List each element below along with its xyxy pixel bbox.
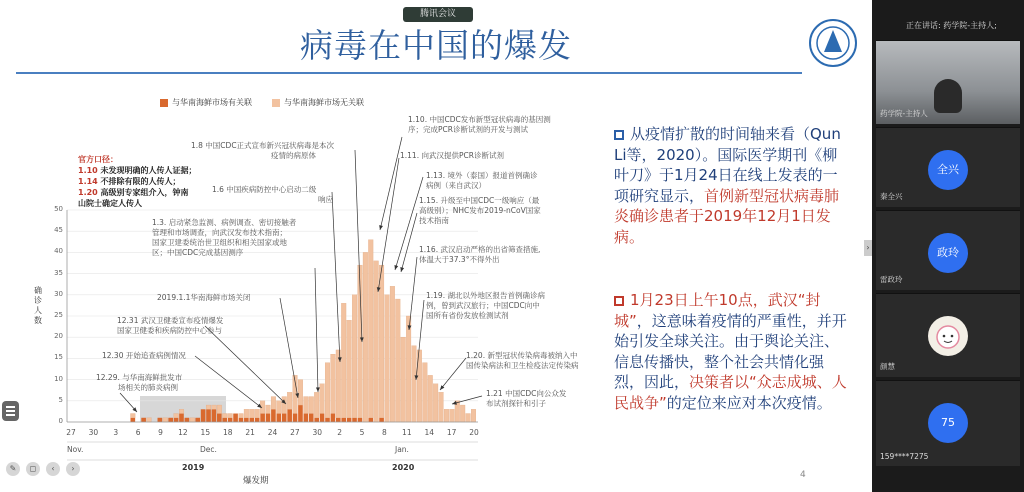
paragraph-highlight: 决策者以“众志成城、人民战争” [614, 373, 847, 412]
legend-label: 与华南海鲜市场有关联 [172, 98, 252, 107]
bar-related [266, 414, 271, 422]
bar-related [304, 414, 309, 422]
annotation-arrow [409, 257, 417, 330]
bar-related [195, 418, 200, 422]
x-tick-label: 20 [469, 428, 479, 437]
annotation-line: 响应 [318, 195, 333, 204]
x-tick-label: 30 [88, 428, 99, 437]
bar-related [228, 418, 233, 422]
annotation-jan19 [426, 291, 545, 321]
annotation-line: 1.20. 新型冠状传染病毒被纳入中 [466, 351, 578, 360]
bar-related [141, 418, 146, 422]
avatar-image [928, 316, 968, 356]
x-tick-label: 6 [135, 428, 141, 437]
bar-related [168, 418, 173, 422]
bar-unrelated [368, 240, 373, 418]
annotation-line: 国所有省份发放检测试剂 [426, 311, 509, 320]
bar-unrelated [266, 405, 271, 413]
bar-unrelated [163, 418, 168, 422]
bar-related [174, 418, 179, 422]
x-tick-label: 17 [446, 428, 457, 437]
annotation-line: 场相关的肺炎病例 [118, 383, 178, 392]
bar-related [130, 418, 135, 422]
bar-unrelated [282, 397, 287, 414]
annotation-jan3 [152, 218, 296, 258]
y-tick-label: 10 [54, 374, 63, 383]
y-tick-label: 5 [58, 395, 63, 404]
y-tick-label: 20 [54, 332, 63, 341]
bar-related [201, 409, 206, 422]
annotation-line: 1.3. 启动紧急监测、病例调查、密切接触者 [152, 218, 297, 227]
paragraph-text: 的定位来应对本次疫情。 [666, 393, 832, 412]
participant-tile-3[interactable] [876, 293, 1020, 377]
bar-unrelated [341, 303, 346, 417]
x-tick-label: 24 [267, 428, 278, 437]
x-tick-label: 27 [290, 428, 300, 437]
annotation-line: 高级别）；NHC发布2019-nCoV国家 [419, 206, 541, 215]
x-tick-label: 3 [113, 428, 119, 437]
bar-related [282, 414, 287, 422]
y-tick-label: 50 [54, 205, 63, 213]
bar-unrelated [450, 409, 455, 422]
eraser-icon[interactable]: ◻ [26, 462, 40, 476]
bar-related [255, 418, 260, 422]
bar-related [249, 418, 254, 422]
bar-related [352, 418, 357, 422]
annotation-jan10 [408, 115, 551, 135]
bar-unrelated [320, 384, 325, 414]
side-menu-button[interactable] [2, 401, 19, 421]
annotation-line: 布试剂探针和引子 [486, 399, 546, 408]
official-date: 1.20 [78, 188, 98, 197]
x-tick-label: 21 [245, 428, 255, 437]
prev-page-icon[interactable]: ‹ [46, 462, 60, 476]
bar-related [314, 418, 319, 422]
bar-unrelated [222, 414, 227, 418]
month-label-nov: Nov. [67, 445, 84, 454]
bar-unrelated [249, 409, 254, 417]
y-tick-label: 0 [58, 417, 63, 425]
x-tick-label: 27 [66, 428, 76, 437]
arrow-head [394, 265, 398, 270]
official-text: 山院士确定人传人 [78, 199, 142, 208]
official-date: 1.10 [78, 166, 98, 175]
official-line [78, 165, 197, 176]
bar-unrelated [460, 405, 465, 422]
annotation-arrow [205, 326, 286, 404]
arrow-head [316, 387, 320, 392]
y-tick-label: 45 [54, 226, 63, 235]
annotation-line: 1.10. 中国CDC发布新型冠状病毒的基因测 [408, 115, 551, 124]
bar-unrelated [228, 414, 233, 418]
bar-unrelated [147, 418, 152, 422]
bar-related [341, 418, 346, 422]
avatar: 政玲 [928, 233, 968, 273]
annotation-line: 区；中国CDC完成基因测序 [152, 248, 244, 257]
bar-unrelated [277, 401, 282, 414]
annotation-arrow [315, 268, 318, 392]
annotation-line: 1.8 中国CDC正式宣布新兴冠状病毒是本次 [191, 141, 335, 150]
paragraph-text: 从疫情扩散的时间轴来看（Qun Li等，2020）。国际医学期刊《柳叶刀》于1月24日在线上发表的一项研究显示， [614, 125, 841, 205]
bar-related [293, 414, 298, 422]
annotation-dec30 [102, 351, 186, 361]
annotation-line: 12.30 开始追查病例情况 [102, 351, 186, 360]
bar-related [222, 418, 227, 422]
official-text: 未发现明确的人传人证据； [97, 166, 197, 175]
bar-unrelated [255, 409, 260, 417]
y-tick-label: 30 [54, 289, 63, 298]
annotation-line: 国家卫健委和疾病防控中心参与 [117, 326, 222, 335]
official-head: 官方口径： [78, 155, 118, 164]
annotation-arrow [332, 192, 340, 362]
page-number: 4 [800, 470, 806, 480]
bar-unrelated [433, 384, 438, 422]
participant-tile-1[interactable] [876, 127, 1020, 207]
bar-related [244, 418, 249, 422]
bar-unrelated [406, 316, 411, 422]
panel-collapse-button[interactable]: › [864, 240, 872, 256]
annotation-line: 国家卫建委统治世卫组织和相关国家或地 [152, 238, 287, 247]
paragraph-highlight: 首例新型冠状病毒肺炎确诊患者于2019年12月1日发病。 [614, 186, 840, 246]
annotation-dec29 [96, 373, 182, 393]
bar-unrelated [412, 346, 417, 422]
y-tick-label: 15 [54, 353, 63, 362]
y-tick-label: 25 [54, 311, 63, 319]
annotation-line: 2019.1.1华南海鲜市场关闭 [157, 293, 251, 302]
host-person-icon [934, 79, 962, 113]
bar-unrelated [244, 409, 249, 417]
x-axis-label: 爆发期 [243, 476, 269, 486]
bar-related [185, 418, 190, 422]
x-tick-label: 8 [382, 428, 387, 437]
bar-related [206, 409, 211, 422]
bar-unrelated [401, 337, 406, 422]
bar-related [320, 414, 325, 422]
legend-label: 与华南海鲜市场无关联 [284, 98, 364, 107]
paragraph-lockdown [614, 290, 850, 413]
official-line [78, 176, 197, 187]
x-tick-label: 12 [178, 428, 188, 437]
avatar: 全兴 [928, 150, 968, 190]
bar-related [260, 414, 265, 422]
bar-unrelated [347, 320, 352, 418]
x-tick-label: 30 [312, 428, 323, 437]
annotation-jan1 [157, 293, 250, 303]
bar-unrelated [206, 405, 211, 409]
annotation-line: 管理和市场调查，向武汉发布技术指南； [152, 228, 287, 237]
next-page-icon[interactable]: › [66, 462, 80, 476]
annotation-line: 1.21 中国CDC向公众发 [486, 389, 567, 398]
bar-unrelated [466, 414, 471, 422]
bar-unrelated [217, 405, 222, 413]
annotation-line: 1.15. 升级至中国CDC一级响应（最 [419, 196, 540, 205]
annotation-arrow [380, 137, 402, 230]
x-tick-label: 15 [200, 428, 211, 437]
official-statement [78, 154, 197, 209]
bar-related [277, 414, 282, 422]
bar-unrelated [325, 363, 330, 418]
x-tick-label: 9 [158, 428, 163, 437]
annotation-line: 1.16. 武汉启动严格的出省筛查措施, [419, 245, 541, 254]
annotation-line: 技术指南 [419, 216, 449, 225]
bar-unrelated [179, 409, 184, 413]
annotation-line: 序；完成PCR诊断试剂的开发与测试 [408, 125, 528, 134]
annotation-line: 国传染病法和卫生检疫法定传染病 [466, 361, 579, 370]
slide-title: 病毒在中国的爆发 [300, 26, 572, 65]
x-tick-label: 2 [337, 428, 343, 437]
bar-related [336, 418, 341, 422]
participant-tile-2[interactable] [876, 210, 1020, 290]
annotation-jan11 [400, 151, 504, 161]
bar-unrelated [385, 295, 390, 422]
bar-unrelated [439, 392, 444, 422]
bar-unrelated [271, 397, 276, 410]
bar-related [233, 414, 238, 422]
official-line [78, 198, 197, 209]
participant-name: 药学院-主持人 [880, 109, 928, 118]
arrow-head [379, 225, 383, 230]
annotation-line: 1.19. 湖北以外地区报告首例确诊病 [426, 291, 545, 300]
square-bullet-icon [614, 296, 624, 306]
participant-name: 雷政玲 [880, 275, 903, 284]
bar-unrelated [331, 354, 336, 413]
bar-related [217, 414, 222, 422]
annotation-arrow [280, 298, 298, 398]
bar-unrelated [130, 414, 135, 418]
participant-name: 159****7275 [880, 452, 929, 461]
bar-related [271, 409, 276, 422]
bar-unrelated [374, 261, 379, 422]
bar-unrelated [212, 405, 217, 409]
bar-unrelated [428, 375, 433, 422]
bar-unrelated [174, 414, 179, 418]
cartoon-face-icon [928, 316, 968, 356]
paragraph-highlight: 1月23日上午10点，武汉“封城” [614, 291, 821, 330]
official-date: 1.14 [78, 177, 98, 186]
participant-name: 颜慧 [880, 362, 895, 371]
month-label-dec: Dec. [200, 445, 217, 454]
annotation-line: 1.13. 境外（泰国）报道首例确诊 [426, 171, 538, 180]
square-bullet-icon [614, 130, 624, 140]
annotation-jan21 [486, 389, 566, 409]
x-tick-label: 14 [424, 428, 434, 437]
bar-unrelated [239, 414, 244, 418]
bar-unrelated [471, 409, 476, 422]
x-tick-label: 11 [402, 428, 412, 437]
annotation-line: 1.11. 向武汉提供PCR诊断试剂 [400, 151, 504, 160]
paragraph-text: ，这意味着疫情的严重性，并开始引发全球关注。由于舆论关注、信息传播快，整个社会共情化强烈，因此， [614, 311, 847, 391]
official-line [78, 187, 197, 198]
bar-unrelated [304, 397, 309, 414]
participant-tile-host[interactable] [876, 40, 1020, 124]
annotation-jan16 [419, 245, 540, 265]
bar-related [158, 418, 163, 422]
annotation-line: 12.29. 与华南海鲜批发市 [96, 373, 183, 382]
bar-related [212, 409, 217, 422]
bar-related [325, 418, 330, 422]
annotation-jan8 [191, 141, 334, 161]
annotation-jan15 [419, 196, 541, 226]
official-text: 不排除有限的人传人； [97, 177, 181, 186]
meeting-app-tab[interactable]: 腾讯会议 [403, 7, 473, 22]
annotation-jan6 [212, 185, 333, 205]
bar-unrelated [287, 392, 292, 409]
avatar: 75 [928, 403, 968, 443]
bar-related [179, 414, 184, 422]
pen-icon[interactable]: ✎ [6, 462, 20, 476]
annotation-jan13 [426, 171, 537, 191]
bar-unrelated [309, 397, 314, 414]
university-logo-icon [808, 18, 858, 68]
x-tick-label: 5 [359, 428, 365, 437]
annotation-line: 病例（来自武汉） [426, 181, 486, 190]
annotation-line: 1.6 中国疾病防控中心启动二级 [212, 185, 317, 194]
year-label-2020: 2020 [392, 463, 415, 472]
bar-related [239, 418, 244, 422]
annotation-jan20 [466, 351, 579, 371]
bar-related [331, 414, 336, 422]
bar-related [298, 405, 303, 422]
official-text: 高级别专家组介入，钟南 [97, 188, 189, 197]
bar-related [347, 418, 352, 422]
bar-related [368, 418, 373, 422]
annotation-line: 12.31 武汉卫健委宣布疫情爆发 [117, 316, 224, 325]
annotation-arrow [440, 358, 466, 390]
year-label-2019: 2019 [182, 463, 205, 472]
bar-unrelated [190, 418, 195, 422]
bar-related [287, 409, 292, 422]
y-axis-label: 确诊人数 [34, 286, 42, 325]
bar-related [379, 418, 384, 422]
annotation-arrow [452, 396, 482, 404]
bar-unrelated [298, 380, 303, 405]
x-tick-label: 18 [222, 428, 233, 437]
bar-unrelated [395, 299, 400, 422]
bar-unrelated [363, 252, 368, 422]
annotation-line: 体温大于37.3°不得外出 [419, 255, 500, 264]
y-tick-label: 40 [54, 247, 63, 256]
bar-unrelated [444, 409, 449, 422]
participant-tile-4[interactable] [876, 380, 1020, 466]
speaker-status: 正在讲话: 药学院-主持人; [906, 21, 997, 30]
bar-related [358, 418, 363, 422]
bar-unrelated [314, 392, 319, 417]
bar-unrelated [423, 363, 428, 422]
month-label-jan: Jan. [395, 445, 409, 454]
annotation-line: 疫情的病原体 [271, 151, 316, 160]
bar-related [309, 414, 314, 422]
paragraph-timeline [614, 124, 850, 247]
annotation-dec31 [117, 316, 223, 336]
bar-unrelated [390, 286, 395, 422]
participant-name: 秦全兴 [880, 192, 903, 201]
bottom-toolbar [6, 462, 80, 476]
annotation-line: 例，曾到武汉旅行；中国CDC向中 [426, 301, 540, 310]
y-tick-label: 35 [54, 268, 63, 277]
bar-unrelated [352, 295, 357, 418]
